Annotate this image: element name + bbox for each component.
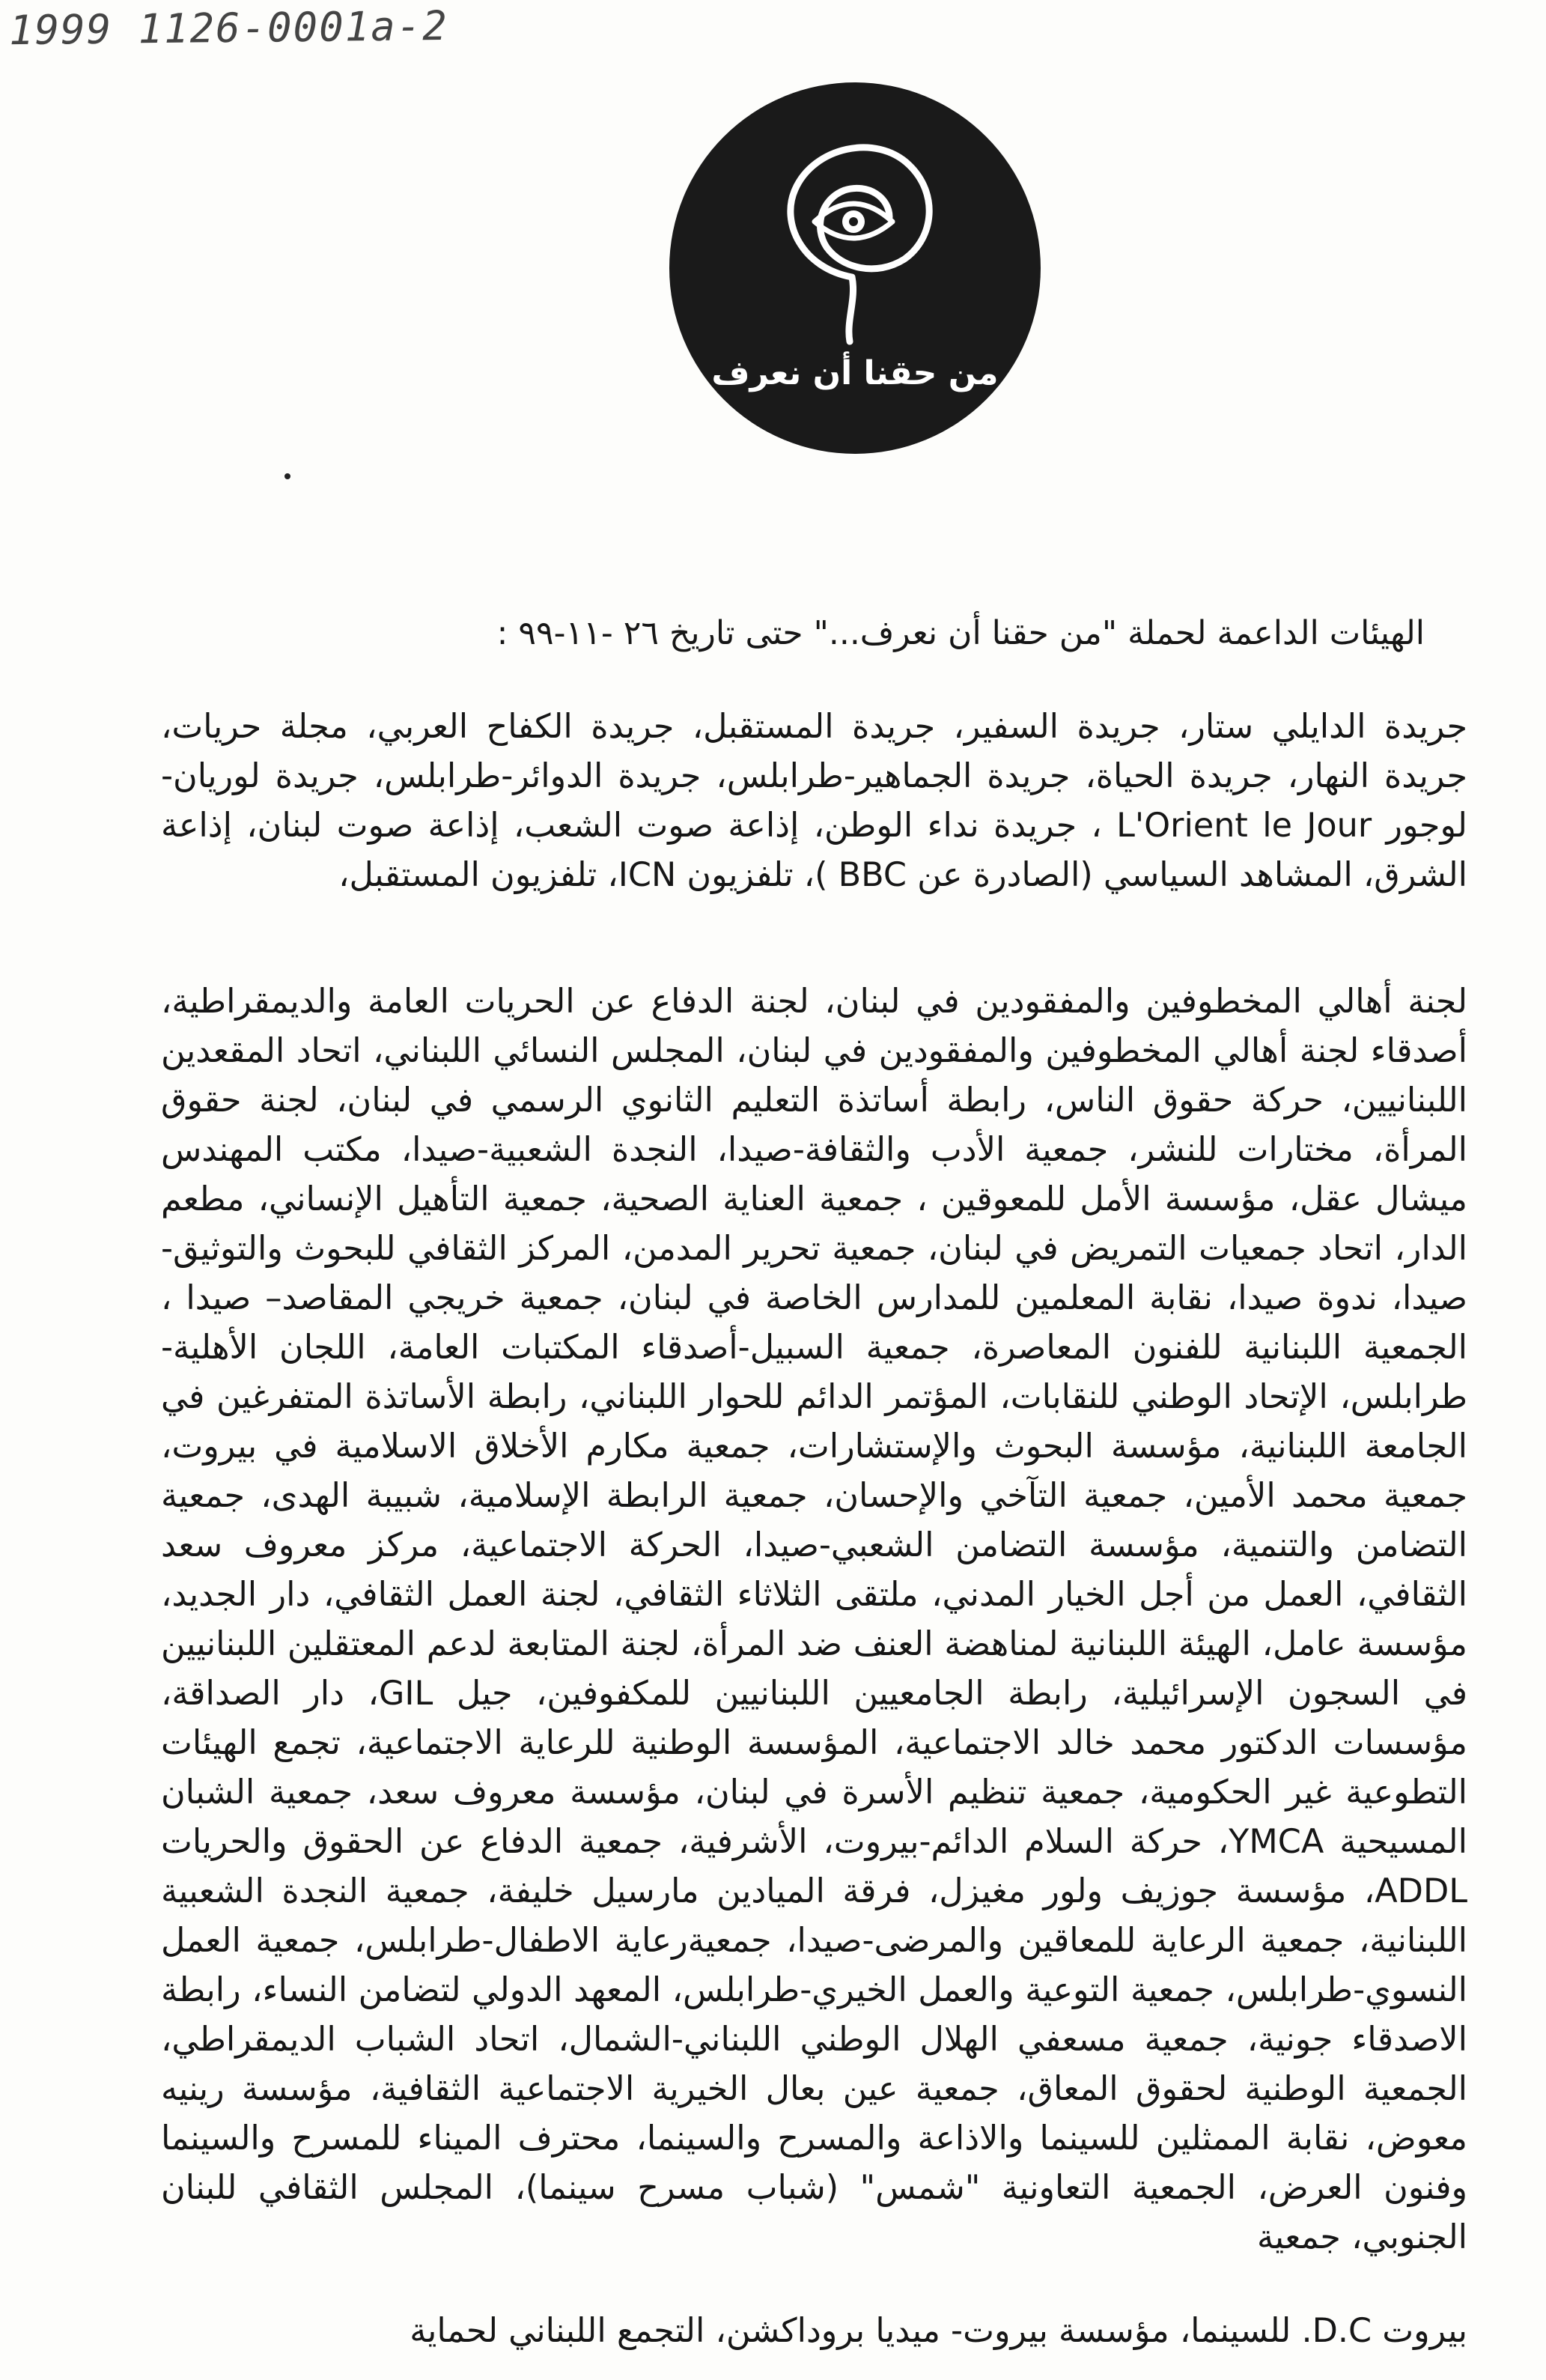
document-heading: الهيئات الداعمة لحملة "من حقنا أن نعرف..." حتى تاريخ ٢٦ -١١-٩٩ : <box>496 614 1425 652</box>
media-supporters-paragraph: جريدة الدايلي ستار، جريدة السفير، جريدة المستقبل، جريدة الكفاح العربي، مجلة حريات، جريدة النهار، جريدة الحياة، جريدة الجماهير-طرابلس، جريدة الدوائر-طرابلس، جريدة لوريان- لوجور L'Orient le Jour ، جريدة نداء الوطن، إذاعة صوت الشعب، إذاعة صوت لبنان، إذاعة الشرق، المشاهد السياسي (الصادرة عن BBC )، تلفزيون ICN، تلفزيون المستقبل، <box>161 708 1467 894</box>
continuation-line: بيروت D.C. للسينما، مؤسسة بيروت- ميديا بروداكشن، التجمع اللبناني لحماية <box>410 2312 1467 2350</box>
logo-slogan: من حقنا أن نعرف <box>711 354 999 392</box>
handwritten-reference-number: 1999 1126-0001a-2 <box>8 1 449 55</box>
organizations-supporters-paragraph: لجنة أهالي المخطوفين والمفقودين في لبنان، لجنة الدفاع عن الحريات العامة والديمقراطية، أصدقاء لجنة أهالي المخطوفين والمفقودين في لبنان، المجلس النسائي اللبناني، اتحاد المقعدين اللبنانيين، حركة حقوق الناس، رابطة أساتذة التعليم الثانوي الرسمي في لبنان، لجنة حقوق المرأة، مختارات للنشر، جمعية الأدب والثقافة-صيدا، النجدة الشعبية-صيدا، مكتب المهندس ميشال عقل، مؤسسة الأمل للمعوقين ، جمعية العناية الصحية، جمعية التأهيل الإنساني، مطعم الدار، اتحاد جمعيات التمريض في لبنان، جمعية تحرير المدمن، المركز الثقافي للبحوث والتوثيق-صيدا، ندوة صيدا، نقابة المعلمين للمدارس الخاصة في لبنان، جمعية خريجي المقاصد– صيدا ، الجمعية اللبنانية للفنون المعاصرة، جمعية السبيل-أصدقاء المكتبات العامة، اللجان الأهلية-طرابلس، الإتحاد الوطني للنقابات، المؤتمر الدائم للحوار اللبناني، رابطة الأساتذة المتفرغين في الجامعة اللبنانية، مؤسسة البحوث والإستشارات، جمعية مكارم الأخلاق الاسلامية في بيروت، جمعية محمد الأمين، جمعية التآخي والإحسان، جمعية الرابطة الإسلامية، شبيبة الهدى، جمعية التضامن والتنمية، مؤسسة التضامن الشعبي-صيدا، الحركة الاجتماعية، مركز معروف سعد الثقافي، العمل من أجل الخيار المدني، ملتقى الثلاثاء الثقافي، لجنة العمل الثقافي، دار الجديد، مؤسسة عامل، الهيئة اللبنانية لمناهضة العنف ضد المرأة، لجنة المتابعة لدعم المعتقلين اللبنانيين في السجون الإسرائيلية، رابطة الجامعيين اللبنانيين للمكفوفين، جيل GIL، دار الصداقة، مؤسسات الدكتور محمد خالد الاجتماعية، المؤسسة الوطنية للرعاية الاجتماعية، تجمع الهيئات التطوعية غير الحكومية، جمعية تنظيم الأسرة في لبنان، مؤسسة معروف سعد، جمعية الشبان المسيحية YMCA، حركة السلام الدائم-بيروت، الأشرفية، جمعية الدفاع عن الحقوق والحريات ADDL، مؤسسة جوزيف ولور مغيزل، فرقة الميادين مارسيل خليفة، جمعية النجدة الشعبية اللبنانية، جمعية الرعاية للمعاقين والمرضى-صيدا، جمعيةرعاية الاطفال-طرابلس، جمعية العمل النسوي-طرابلس، جمعية التوعية والعمل الخيري-طرابلس، المعهد الدولي لتضامن النساء، رابطة الاصدقاء جونية، جمعية مسعفي الهلال الوطني اللبناني-الشمال، اتحاد الشباب الديمقراطي، الجمعية الوطنية لحقوق المعاق، جمعية عين بعال الخيرية الاجتماعية الثقافية، مؤسسة رينيه معوض، نقابة الممثلين للسينما والاذاعة والمسرح والسينما، محترف الميناء للمسرح والسينما وفنون العرض، الجمعية التعاونية "شمس" (شباب مسرح سينما)، المجلس الثقافي للبنان الجنوبي، جمعية <box>161 983 1467 2256</box>
campaign-logo <box>668 81 1042 455</box>
paper-speck <box>284 473 290 479</box>
